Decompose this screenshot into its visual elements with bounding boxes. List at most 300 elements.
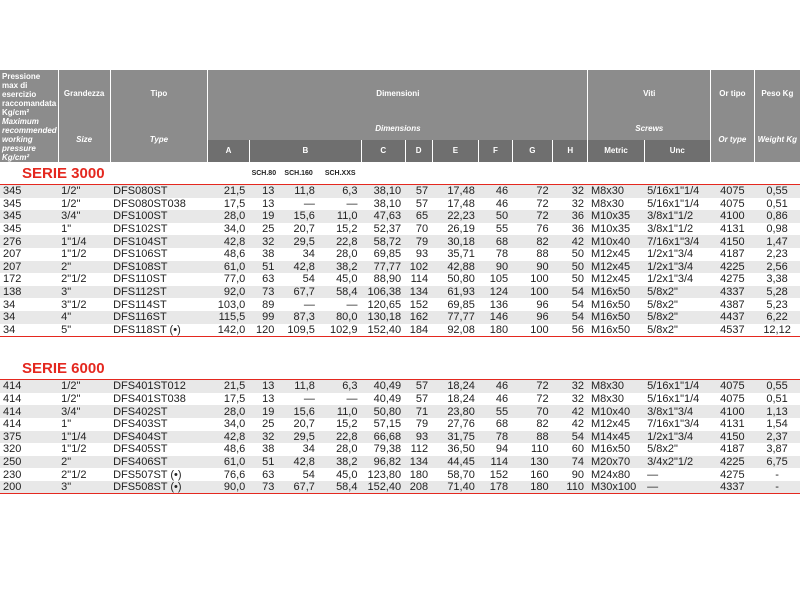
cell-dim-e: 44,45	[432, 456, 479, 469]
dimensions-header-en: Dimensions	[208, 117, 588, 140]
cell-dim-e: 92,08	[432, 324, 479, 337]
cell-pressure: 207	[3, 248, 22, 261]
cell-dim-g: 82	[536, 418, 549, 431]
cell-type: DFS118ST (•)	[110, 324, 208, 337]
cell-dim-e: 22,23	[432, 210, 479, 223]
cell-pressure: 414	[0, 380, 58, 393]
cell-type: DFS104ST	[110, 235, 208, 248]
cell-dim-c: 50,80	[361, 405, 405, 418]
cell-dim-b-sch80: 13	[262, 197, 275, 210]
cell-screw-unc: 5/16x1"1/4	[644, 185, 710, 198]
cell-dim-c: 106,38	[361, 286, 405, 299]
cell-screw-metric: M20x70	[588, 456, 644, 469]
cell-or-type: 4437	[711, 311, 755, 324]
cell-dim-g: 82	[512, 235, 553, 248]
cell-size: 1/2"	[58, 380, 110, 393]
cell-dim-f: 46	[479, 380, 512, 393]
cell-screw-unc: 1/2x1"3/4	[647, 248, 694, 261]
cell-weight: 3,38	[766, 273, 788, 286]
cell-dim-f: 50	[479, 210, 512, 223]
cell-pressure: 138	[0, 286, 58, 299]
cell-dim-b-sch80: 19	[249, 405, 278, 418]
cell-dim-f: 68	[495, 418, 509, 431]
table-row	[0, 298, 800, 311]
cell-screw-metric: M12x45	[590, 418, 631, 431]
cell-pressure: 34	[0, 311, 58, 324]
cell-type: DFS405ST	[113, 443, 168, 456]
cell-screw-metric: M8x30	[588, 185, 644, 198]
cell-dim-c: 120,65	[367, 298, 402, 311]
cell-dim-c: 152,40	[361, 324, 405, 337]
cell-dim-d: 180	[409, 468, 429, 481]
cell-screw-unc: 3/4x2"1/2	[644, 456, 710, 469]
cell-dim-d: 152	[409, 298, 429, 311]
cell-pressure: 230	[3, 468, 22, 481]
cell-dim-b-schxxs: 15,2	[336, 418, 358, 431]
spec-table-container	[0, 70, 800, 494]
cell-screw-metric: M10x35	[588, 210, 644, 223]
table-row	[0, 248, 800, 261]
cell-dim-c: 57,15	[373, 418, 402, 431]
cell-dim-h: 42	[571, 418, 584, 431]
cell-type: DFS404ST	[110, 431, 208, 444]
cell-pressure: 345	[0, 185, 58, 198]
cell-dim-b-sch80: 51	[249, 456, 278, 469]
cell-dim-e: 30,18	[432, 235, 479, 248]
weight-header-en: Weight Kg	[754, 117, 800, 162]
cell-dim-a: 42,8	[208, 235, 250, 248]
cell-dim-a: 21,5	[208, 380, 250, 393]
cell-dim-b-sch80: 120	[249, 324, 278, 337]
cell-screw-unc: 5/8x2"	[647, 298, 678, 311]
cell-screw-unc: —	[647, 468, 659, 481]
cell-dim-f: 146	[479, 311, 512, 324]
cell-or-type: 4075	[720, 393, 745, 406]
cell-dim-f: 105	[489, 273, 509, 286]
spec-table	[0, 70, 800, 494]
cell-type: DFS401ST038	[113, 393, 186, 406]
cell-screw-metric: M10x35	[590, 223, 631, 236]
cell-screw-metric: M10x40	[588, 235, 644, 248]
table-row	[0, 311, 800, 324]
cell-screw-metric: M8x30	[590, 393, 624, 406]
cell-or-type: 4337	[711, 481, 755, 494]
cell-screw-unc: 3/8x1"1/2	[647, 223, 694, 236]
cell-weight: 6,22	[754, 311, 800, 324]
cell-weight: 2,23	[766, 248, 788, 261]
cell-dim-b-sch160: 11,8	[278, 380, 319, 393]
cell-dim-h: 32	[571, 393, 584, 406]
cell-dim-b-sch160: 15,6	[278, 405, 319, 418]
cell-dim-d: 162	[405, 311, 432, 324]
cell-dim-c: 38,10	[361, 185, 405, 198]
cell-type: DFS112ST	[110, 286, 208, 299]
cell-size: 2"1/2	[61, 273, 87, 286]
cell-size: 3"	[58, 481, 110, 494]
cell-pressure: 34	[3, 298, 16, 311]
cell-or-type: 4075	[720, 197, 745, 210]
cell-dim-g: 88	[512, 431, 553, 444]
cell-dim-b-sch80: 13	[262, 393, 275, 406]
cell-or-type: 4537	[711, 324, 755, 337]
cell-dim-e: 17,48	[447, 197, 475, 210]
cell-size: 1"	[61, 418, 72, 431]
cell-dim-d: 93	[405, 431, 432, 444]
cell-dim-b-schxxs: 28,0	[336, 248, 358, 261]
cell-size: 1/2"	[58, 185, 110, 198]
cell-size: 2"	[58, 261, 110, 274]
cell-dim-e: 18,24	[447, 393, 475, 406]
cell-dim-b-schxxs: 6,3	[319, 380, 362, 393]
cell-or-type: 4187	[720, 443, 745, 456]
table-row	[0, 324, 800, 337]
cell-dim-b-sch80: 51	[249, 261, 278, 274]
cell-pressure: 414	[3, 393, 22, 406]
cell-dim-b-sch160: 20,7	[293, 418, 315, 431]
series-title: SERIE 6000	[0, 357, 800, 380]
cell-pressure: 200	[0, 481, 58, 494]
cell-dim-g: 96	[512, 311, 553, 324]
cell-dim-c: 130,18	[361, 311, 405, 324]
cell-dim-a: 28,0	[208, 405, 250, 418]
cell-dim-a: 61,0	[208, 456, 250, 469]
cell-type: DFS106ST	[113, 248, 168, 261]
cell-dim-b-schxxs: —	[346, 393, 358, 406]
cell-or-type: 4337	[711, 286, 755, 299]
cell-dim-b-sch80: 73	[249, 481, 278, 494]
cell-pressure: 172	[3, 273, 22, 286]
cell-dim-b-sch80: 19	[249, 210, 278, 223]
cell-dim-h: 32	[553, 380, 588, 393]
cell-screw-metric: M30x100	[588, 481, 644, 494]
table-row	[0, 210, 800, 223]
cell-dim-h: 50	[571, 248, 584, 261]
col-g: G	[512, 140, 553, 163]
cell-screw-metric: M12x45	[590, 273, 631, 286]
cell-dim-b-sch160: 87,3	[278, 311, 319, 324]
cell-dim-h: 50	[571, 273, 584, 286]
cell-dim-e: 36,50	[447, 443, 475, 456]
cell-dim-b-schxxs: 6,3	[319, 185, 362, 198]
cell-weight: 0,55	[754, 380, 800, 393]
cell-dim-b-sch80: 32	[249, 431, 278, 444]
cell-size: 1"	[61, 223, 72, 236]
cell-pressure: 345	[0, 210, 58, 223]
cell-dim-b-sch160: —	[303, 393, 315, 406]
cell-dim-b-sch80: 63	[262, 468, 275, 481]
cell-dim-h: 74	[553, 456, 588, 469]
cell-weight: 5,28	[754, 286, 800, 299]
cell-or-type: 4100	[711, 405, 755, 418]
cell-dim-f: 78	[479, 431, 512, 444]
series-gap	[0, 337, 800, 358]
cell-dim-f: 78	[495, 248, 509, 261]
cell-size: 1/2"	[61, 197, 81, 210]
col-d: D	[405, 140, 432, 163]
cell-weight: 3,87	[766, 443, 788, 456]
cell-dim-f: 152	[489, 468, 509, 481]
cell-dim-f: 68	[479, 235, 512, 248]
cell-pressure: 414	[3, 418, 22, 431]
cell-or-type: 4225	[711, 456, 755, 469]
cell-screw-unc: 5/8x2"	[644, 311, 710, 324]
cell-or-type: 4387	[720, 298, 745, 311]
col-unc: Unc	[644, 140, 710, 163]
cell-weight: 0,51	[766, 197, 788, 210]
cell-type: DFS402ST	[110, 405, 208, 418]
cell-dim-g: 160	[530, 468, 549, 481]
cell-screw-unc: 7/16x1"3/4	[644, 235, 710, 248]
cell-dim-b-sch160: 34	[302, 248, 315, 261]
table-row	[0, 456, 800, 469]
cell-dim-e: 58,70	[447, 468, 475, 481]
cell-screw-unc: 3/8x1"1/2	[644, 210, 710, 223]
cell-weight: 0,55	[754, 185, 800, 198]
cell-pressure: 34	[0, 324, 58, 337]
series-6000-body	[0, 357, 800, 494]
table-row	[0, 431, 800, 444]
cell-dim-h: 42	[553, 405, 588, 418]
cell-dim-g: 180	[512, 481, 553, 494]
cell-dim-g: 76	[536, 223, 549, 236]
cell-pressure: 276	[0, 235, 58, 248]
cell-dim-b-schxxs: 80,0	[319, 311, 362, 324]
cell-screw-metric: M16x50	[588, 286, 644, 299]
cell-dim-a: 77,0	[223, 273, 246, 286]
cell-dim-b-sch160: 54	[302, 273, 315, 286]
cell-dim-d: 65	[405, 210, 432, 223]
cell-dim-f: 124	[479, 286, 512, 299]
cell-pressure: 207	[0, 261, 58, 274]
cell-size: 3/4"	[58, 210, 110, 223]
cell-weight: 6,75	[754, 456, 800, 469]
cell-screw-unc: 5/8x2"	[647, 443, 678, 456]
cell-size: 1/2"	[61, 393, 81, 406]
cell-dim-d: 57	[405, 185, 432, 198]
cell-dim-b-schxxs: —	[346, 298, 358, 311]
cell-dim-f: 55	[479, 405, 512, 418]
series-title: SERIE 3000	[0, 162, 249, 185]
cell-dim-b-sch160: 11,8	[278, 185, 319, 198]
cell-dim-g: 72	[512, 210, 553, 223]
cell-type: DFS102ST	[113, 223, 168, 236]
cell-screw-unc: 5/16x1"1/4	[647, 197, 700, 210]
cell-dim-b-sch80: 25	[262, 418, 275, 431]
cell-weight: 0,51	[766, 393, 788, 406]
cell-screw-metric: M8x30	[590, 197, 624, 210]
cell-weight: 1,54	[766, 418, 788, 431]
cell-dim-b-sch160: 42,8	[278, 261, 319, 274]
cell-or-type: 4150	[711, 431, 755, 444]
cell-dim-c: 66,68	[361, 431, 405, 444]
cell-size: 5"	[58, 324, 110, 337]
cell-weight: 2,56	[754, 261, 800, 274]
cell-dim-b-schxxs: 22,8	[319, 235, 362, 248]
cell-screw-metric: M16x50	[590, 443, 631, 456]
cell-dim-d: 79	[405, 235, 432, 248]
table-row	[0, 443, 800, 456]
cell-dim-d: 134	[405, 286, 432, 299]
cell-weight: 1,47	[754, 235, 800, 248]
cell-dim-e: 31,75	[432, 431, 479, 444]
cell-screw-metric: M16x50	[588, 324, 644, 337]
cell-dim-f: 90	[479, 261, 512, 274]
cell-dim-a: 34,0	[223, 223, 246, 236]
cell-dim-f: 46	[495, 393, 509, 406]
cell-screw-unc: 5/8x2"	[644, 324, 710, 337]
cell-weight: -	[775, 468, 779, 481]
cell-weight: 2,37	[754, 431, 800, 444]
cell-dim-h: 54	[553, 286, 588, 299]
cell-dim-g: 100	[512, 324, 553, 337]
cell-dim-b-schxxs: 11,0	[319, 210, 362, 223]
cell-dim-g: 130	[512, 456, 553, 469]
cell-dim-b-sch160: 29,5	[278, 431, 319, 444]
cell-dim-b-sch160: 29,5	[278, 235, 319, 248]
cell-dim-d: 71	[405, 405, 432, 418]
cell-dim-a: 142,0	[208, 324, 250, 337]
cell-dim-h: 54	[553, 431, 588, 444]
cell-screw-unc: 1/2x1"3/4	[644, 261, 710, 274]
or-type-header: Or tipo	[711, 70, 755, 117]
cell-or-type: 4225	[711, 261, 755, 274]
cell-dim-a: 17,5	[223, 393, 246, 406]
cell-dim-b-sch160: 42,8	[278, 456, 319, 469]
cell-type: DFS080ST	[110, 185, 208, 198]
cell-type: DFS406ST	[110, 456, 208, 469]
type-header: Tipo	[110, 70, 208, 117]
cell-dim-a: 76,6	[223, 468, 246, 481]
col-c: C	[361, 140, 405, 163]
cell-screw-metric: M12x45	[588, 261, 644, 274]
cell-dim-d: 114	[410, 273, 429, 286]
cell-or-type: 4075	[711, 380, 755, 393]
screws-header: Viti	[588, 70, 711, 117]
cell-type: DFS080ST038	[113, 197, 186, 210]
col-a: A	[208, 140, 250, 163]
cell-dim-b-sch160: 54	[302, 468, 315, 481]
cell-screw-metric: M16x50	[588, 311, 644, 324]
cell-dim-f: 94	[495, 443, 509, 456]
cell-dim-b-sch160: 20,7	[293, 223, 315, 236]
table-row	[0, 235, 800, 248]
cell-screw-unc: 1/2x1"3/4	[644, 431, 710, 444]
cell-dim-a: 21,5	[208, 185, 250, 198]
table-row	[0, 468, 800, 481]
cell-dim-h: 32	[571, 197, 584, 210]
cell-dim-e: 71,40	[432, 481, 479, 494]
cell-type: DFS100ST	[110, 210, 208, 223]
cell-size: 3"	[58, 286, 110, 299]
cell-dim-e: 42,88	[432, 261, 479, 274]
cell-screw-metric: M8x30	[588, 380, 644, 393]
col-e: E	[432, 140, 479, 163]
cell-dim-g: 100	[530, 273, 549, 286]
cell-dim-b-schxxs: 58,4	[319, 481, 362, 494]
cell-dim-b-sch160: 67,7	[278, 286, 319, 299]
cell-dim-b-sch160: —	[303, 197, 315, 210]
cell-dim-a: 42,8	[208, 431, 250, 444]
cell-type: DFS114ST	[113, 298, 167, 311]
cell-dim-b-schxxs: 102,9	[319, 324, 362, 337]
cell-dim-b-sch80: 38	[262, 443, 275, 456]
cell-dim-g: 72	[512, 185, 553, 198]
col-b: B	[249, 140, 361, 163]
cell-or-type: 4100	[711, 210, 755, 223]
cell-dim-a: 48,6	[223, 248, 246, 261]
cell-size: 3/4"	[58, 405, 110, 418]
col-h: H	[553, 140, 588, 163]
cell-dim-c: 38,10	[373, 197, 402, 210]
cell-weight: 12,12	[754, 324, 800, 337]
cell-dim-b-sch80: 73	[249, 286, 278, 299]
cell-screw-unc: —	[644, 481, 710, 494]
cell-dim-b-schxxs: 45,0	[336, 468, 358, 481]
sch-xxs-label: SCH.XXS	[319, 162, 362, 185]
cell-or-type: 4187	[720, 248, 745, 261]
cell-dim-b-schxxs: 45,0	[336, 273, 358, 286]
col-f: F	[479, 140, 512, 163]
table-row	[0, 481, 800, 494]
cell-dim-a: 103,0	[217, 298, 246, 311]
cell-dim-h: 90	[571, 468, 584, 481]
cell-dim-e: 18,24	[432, 380, 479, 393]
cell-dim-e: 27,76	[447, 418, 475, 431]
cell-dim-b-sch160: 34	[302, 443, 315, 456]
cell-dim-a: 48,6	[223, 443, 246, 456]
cell-dim-d: 184	[405, 324, 432, 337]
cell-dim-b-sch80: 63	[262, 273, 275, 286]
cell-weight: 0,86	[754, 210, 800, 223]
cell-dim-d: 70	[415, 223, 429, 236]
cell-dim-h: 32	[553, 185, 588, 198]
cell-dim-h: 54	[553, 311, 588, 324]
col-metric: Metric	[588, 140, 644, 163]
sch-80-label: SCH.80	[249, 162, 278, 185]
cell-dim-a: 17,5	[223, 197, 246, 210]
cell-dim-e: 23,80	[432, 405, 479, 418]
cell-screw-unc: 3/8x1"3/4	[644, 405, 710, 418]
cell-dim-c: 58,72	[361, 235, 405, 248]
cell-dim-f: 46	[495, 197, 509, 210]
cell-dim-d: 134	[405, 456, 432, 469]
cell-dim-h: 56	[553, 324, 588, 337]
cell-dim-b-sch80: 13	[249, 380, 278, 393]
cell-dim-h: 36	[571, 223, 584, 236]
cell-pressure: 375	[0, 431, 58, 444]
cell-dim-c: 40,49	[373, 393, 402, 406]
cell-dim-a: 115,5	[208, 311, 250, 324]
cell-dim-d: 79	[415, 418, 429, 431]
cell-dim-d: 57	[405, 380, 432, 393]
cell-size: 1"1/4	[58, 235, 110, 248]
cell-dim-f: 114	[479, 456, 512, 469]
cell-dim-b-sch160: 67,7	[278, 481, 319, 494]
cell-dim-b-schxxs: 15,2	[336, 223, 358, 236]
dimensions-header: Dimensioni	[208, 70, 588, 117]
cell-dim-g: 72	[536, 197, 549, 210]
cell-dim-g: 88	[536, 248, 549, 261]
cell-type: DFS508ST (•)	[110, 481, 208, 494]
cell-or-type: 4131	[720, 418, 745, 431]
cell-dim-a: 90,0	[208, 481, 250, 494]
cell-dim-g: 90	[512, 261, 553, 274]
cell-dim-d: 57	[415, 393, 429, 406]
cell-pressure: 345	[3, 197, 22, 210]
cell-weight: 5,23	[766, 298, 788, 311]
cell-or-type: 4131	[720, 223, 745, 236]
cell-dim-e: 77,77	[432, 311, 479, 324]
